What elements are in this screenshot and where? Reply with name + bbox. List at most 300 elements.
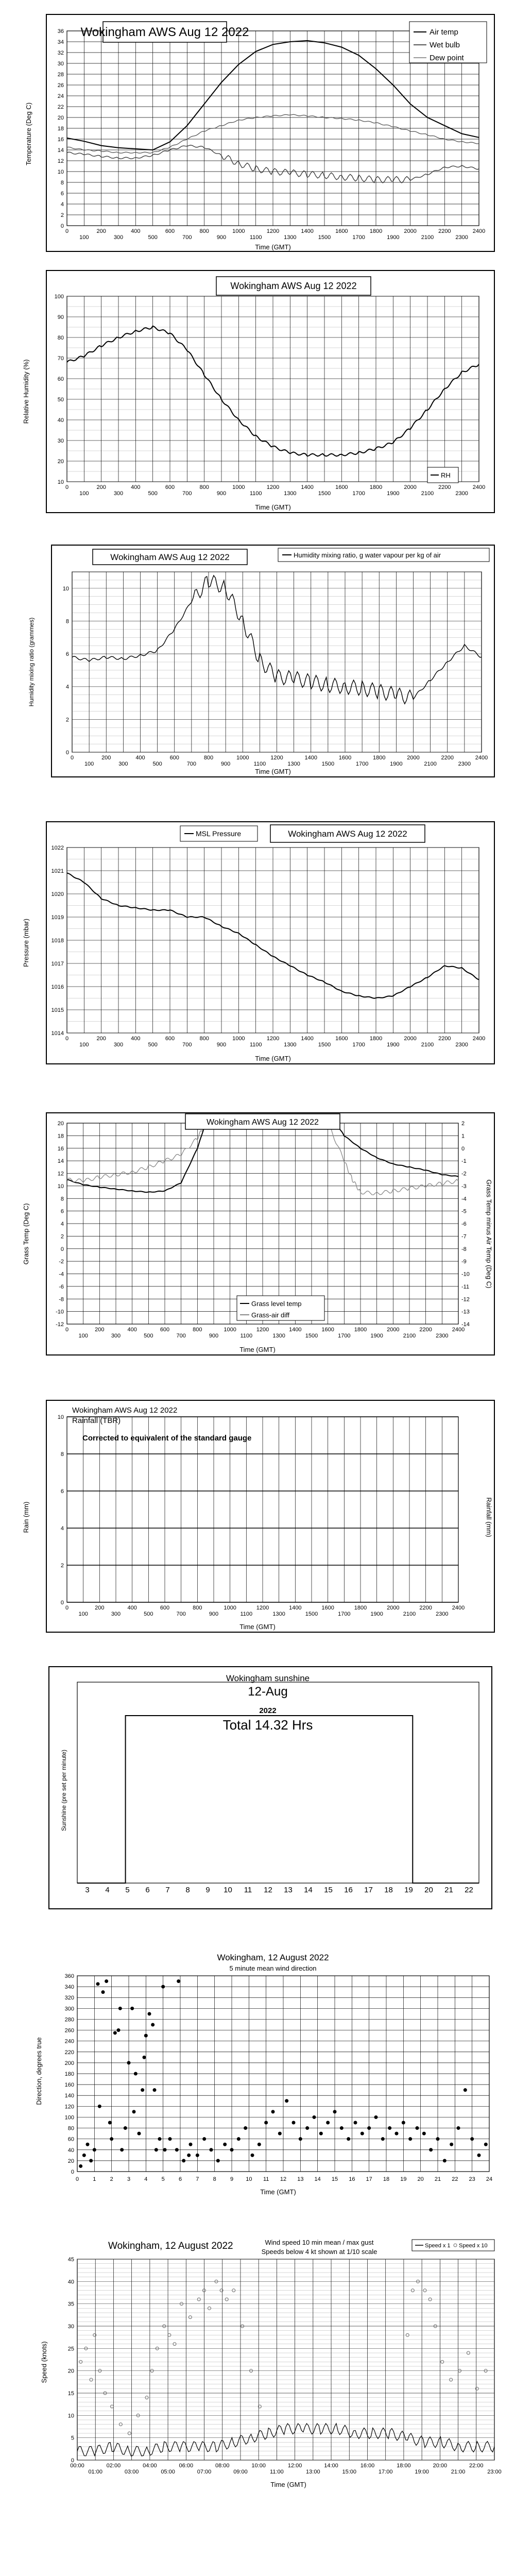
y-axis-label: Direction, degrees true bbox=[35, 2037, 43, 2105]
x-tick-label: 1000 bbox=[224, 1605, 236, 1611]
y-tick-label: 10 bbox=[67, 2413, 74, 2419]
x-tick-label: 8 bbox=[213, 2176, 216, 2182]
y-tick-label: 36 bbox=[57, 28, 64, 35]
scatter-point bbox=[130, 2007, 134, 2010]
x-tick-label: 1600 bbox=[321, 1605, 334, 1611]
y-tick-label: 50 bbox=[57, 397, 64, 403]
x-tick-label: 9 bbox=[230, 2176, 234, 2182]
x-tick-label: 1700 bbox=[338, 1333, 351, 1339]
x-axis-label: Time (GMT) bbox=[255, 503, 291, 511]
y-tick-label: 30 bbox=[57, 438, 64, 444]
y-tick-label: 10 bbox=[62, 585, 69, 592]
y-tick-label: 20 bbox=[57, 459, 64, 465]
y2-tick-label: -14 bbox=[461, 1321, 470, 1328]
y-tick-label: 180 bbox=[64, 2071, 74, 2077]
y-axis-label: Sunshine (pre set per minute) bbox=[60, 1749, 67, 1832]
scatter-point bbox=[484, 2143, 488, 2146]
scatter-point bbox=[299, 2137, 302, 2141]
wind-direction-chart bbox=[0, 1950, 515, 2197]
y-tick-label: 1014 bbox=[51, 1030, 64, 1037]
x-tick-label: 3 bbox=[127, 2176, 131, 2182]
y-tick-label: 100 bbox=[54, 294, 64, 300]
y-tick-label: 4 bbox=[60, 1221, 64, 1227]
y-tick-label: 45 bbox=[67, 2257, 74, 2263]
scatter-point bbox=[326, 2121, 330, 2125]
y-tick-label: 0 bbox=[71, 2169, 74, 2175]
x-tick-label: 900 bbox=[216, 234, 227, 241]
x-tick-label: 13 bbox=[284, 1886, 293, 1894]
x-tick-label: 1800 bbox=[354, 1605, 367, 1611]
scatter-point bbox=[251, 2154, 254, 2157]
scatter-point bbox=[175, 2148, 179, 2151]
scatter-point bbox=[258, 2143, 261, 2146]
x-tick-label: 2400 bbox=[452, 1327, 465, 1333]
x-tick-label: 09:00 bbox=[233, 2469, 248, 2475]
x-tick-label: 1300 bbox=[284, 234, 297, 241]
y2-tick-label: 0 bbox=[461, 1145, 465, 1152]
x-axis-label: Time (GMT) bbox=[255, 768, 291, 775]
x-tick-label: 1700 bbox=[352, 234, 365, 241]
y-tick-label: 0 bbox=[60, 223, 64, 229]
x-tick-label: 1800 bbox=[369, 1036, 383, 1042]
legend-mixing-ratio: Humidity mixing ratio, g water vapour per kg of air bbox=[294, 551, 441, 559]
y-tick-label: 10 bbox=[57, 479, 64, 485]
x-axis-label: Time (GMT) bbox=[270, 2481, 306, 2488]
y2-tick-label: -3 bbox=[461, 1183, 467, 1190]
x-tick-label: 02:00 bbox=[106, 2463, 121, 2469]
x-tick-label: 200 bbox=[95, 1605, 105, 1611]
scatter-point bbox=[163, 2148, 167, 2151]
scatter-point bbox=[105, 1979, 108, 1983]
x-tick-label: 300 bbox=[113, 234, 124, 241]
plot-area bbox=[77, 1682, 479, 1883]
legend bbox=[409, 22, 487, 63]
x-tick-label: 1100 bbox=[253, 761, 266, 767]
x-tick-label: 2100 bbox=[403, 1333, 416, 1339]
x-tick-label: 0 bbox=[65, 484, 69, 490]
y-tick-label: 8 bbox=[60, 1196, 64, 1202]
legend-grass-temp: Grass level temp bbox=[251, 1300, 302, 1308]
x-tick-label: 1200 bbox=[266, 1036, 280, 1042]
x-axis-label: Time (GMT) bbox=[255, 1055, 291, 1062]
scatter-point bbox=[305, 2126, 309, 2130]
y-tick-label: 1020 bbox=[51, 891, 64, 897]
scatter-point bbox=[101, 1990, 105, 1994]
chart-title: Wokingham AWS Aug 12 2022 bbox=[288, 829, 407, 839]
x-tick-label: 1300 bbox=[287, 761, 300, 767]
x-tick-label: 1300 bbox=[284, 1042, 297, 1048]
x-tick-label: 0 bbox=[65, 228, 69, 234]
y-tick-label: 32 bbox=[57, 50, 64, 56]
x-tick-label: 100 bbox=[84, 761, 94, 767]
x-tick-label: 1800 bbox=[369, 484, 383, 490]
scatter-point bbox=[374, 2115, 378, 2119]
scatter-point bbox=[244, 2126, 247, 2130]
chart-title: Wokingham AWS Aug 12 2022 bbox=[72, 1406, 178, 1415]
x-tick-label: 2200 bbox=[438, 1036, 451, 1042]
x-tick-label: 2100 bbox=[421, 1042, 434, 1048]
y-tick-label: 320 bbox=[64, 1995, 74, 2002]
mixing-ratio-chart bbox=[0, 541, 515, 783]
y-tick-label: 1015 bbox=[51, 1007, 64, 1013]
y-tick-label: 30 bbox=[57, 61, 64, 67]
x-tick-label: 200 bbox=[96, 228, 106, 234]
y-tick-label: 35 bbox=[67, 2301, 74, 2308]
chart-plot bbox=[52, 845, 486, 1048]
x-tick-label: 17:00 bbox=[378, 2469, 393, 2475]
x-tick-label: 1200 bbox=[266, 228, 280, 234]
y-tick-label: 160 bbox=[64, 2082, 74, 2089]
x-tick-label: 500 bbox=[144, 1611, 153, 1617]
y-tick-label: 60 bbox=[57, 376, 64, 382]
x-tick-label: 2200 bbox=[419, 1605, 432, 1611]
x-tick-label: 1900 bbox=[370, 1611, 383, 1617]
x-tick-label: 10:00 bbox=[251, 2463, 266, 2469]
x-tick-label: 1100 bbox=[249, 490, 262, 497]
y2-axis-label: Grass Temp minus Air Temp (Deg C) bbox=[485, 1179, 493, 1289]
scatter-point bbox=[333, 2110, 337, 2113]
x-tick-label: 1600 bbox=[335, 484, 348, 490]
x-tick-label: 16 bbox=[349, 2176, 355, 2182]
y-tick-label: 240 bbox=[64, 2038, 74, 2045]
scatter-point bbox=[367, 2126, 371, 2130]
x-tick-label: 1300 bbox=[284, 490, 297, 497]
legend-speed-x10: Speed x 10 bbox=[459, 2243, 488, 2249]
x-tick-label: 100 bbox=[78, 1611, 88, 1617]
y-tick-label: 22 bbox=[57, 104, 64, 110]
y-tick-label: 5 bbox=[71, 2435, 74, 2442]
x-tick-label: 1500 bbox=[318, 490, 331, 497]
x-tick-label: 15 bbox=[324, 1886, 333, 1894]
x-tick-label: 0 bbox=[65, 1036, 69, 1042]
y-axis-label: Rain (mm) bbox=[22, 1501, 30, 1533]
x-tick-label: 2100 bbox=[403, 1611, 416, 1617]
y-tick-label: 0 bbox=[60, 1600, 64, 1606]
x-tick-label: 2300 bbox=[455, 1042, 468, 1048]
grass-temp-chart bbox=[0, 1108, 515, 1360]
x-tick-label: 11 bbox=[263, 2176, 269, 2182]
scatter-point bbox=[108, 2121, 112, 2125]
x-tick-label: 21 bbox=[444, 1886, 453, 1894]
y-axis-label: Relative Humidity (%) bbox=[22, 359, 30, 424]
x-tick-label: 1600 bbox=[321, 1327, 334, 1333]
y-tick-label: 18 bbox=[57, 1133, 64, 1140]
chart-plot bbox=[77, 1682, 479, 1894]
x-tick-label: 600 bbox=[160, 1605, 170, 1611]
x-tick-label: 600 bbox=[165, 1036, 175, 1042]
scatter-point bbox=[340, 2126, 344, 2130]
scatter-point bbox=[86, 2143, 90, 2146]
x-tick-label: 200 bbox=[101, 755, 111, 761]
y-tick-label: -12 bbox=[56, 1321, 64, 1328]
scatter-point bbox=[464, 2088, 467, 2092]
y-tick-label: 6 bbox=[60, 191, 64, 197]
scatter-point bbox=[134, 2072, 138, 2076]
x-tick-label: 0 bbox=[65, 1605, 69, 1611]
x-tick-label: 700 bbox=[182, 490, 192, 497]
x-tick-label: 22 bbox=[452, 2176, 458, 2182]
x-tick-label: 700 bbox=[182, 1042, 192, 1048]
x-tick-label: 1700 bbox=[352, 1042, 365, 1048]
x-tick-label: 1700 bbox=[352, 490, 365, 497]
x-tick-label: 16:00 bbox=[360, 2463, 375, 2469]
scatter-point bbox=[141, 2088, 144, 2092]
x-tick-label: 2300 bbox=[436, 1333, 449, 1339]
y-tick-label: 2 bbox=[65, 717, 69, 723]
x-tick-label: 2000 bbox=[387, 1605, 400, 1611]
x-tick-label: 17 bbox=[366, 2176, 372, 2182]
x-tick-label: 2200 bbox=[441, 755, 454, 761]
x-tick-label: 1400 bbox=[289, 1605, 302, 1611]
x-tick-label: 1900 bbox=[390, 761, 403, 767]
x-tick-label: 100 bbox=[79, 1042, 89, 1048]
x-tick-label: 1900 bbox=[387, 234, 400, 241]
chart-plot bbox=[55, 294, 486, 497]
scatter-point bbox=[436, 2137, 440, 2141]
x-tick-label: 06:00 bbox=[179, 2463, 194, 2469]
scatter-point bbox=[278, 2132, 282, 2136]
y-tick-label: 1017 bbox=[51, 961, 64, 967]
y-tick-label: 220 bbox=[64, 2049, 74, 2056]
y-tick-label: -4 bbox=[59, 1271, 64, 1278]
y2-axis-label: Rainfall (mm) bbox=[485, 1497, 493, 1537]
x-tick-label: 1000 bbox=[232, 484, 245, 490]
x-tick-label: 700 bbox=[176, 1611, 186, 1617]
x-tick-label: 1300 bbox=[272, 1333, 285, 1339]
x-tick-label: 1900 bbox=[370, 1333, 383, 1339]
rainfall-chart bbox=[0, 1396, 515, 1638]
x-tick-label: 500 bbox=[148, 234, 158, 241]
x-tick-label: 500 bbox=[148, 490, 158, 497]
y-tick-label: 340 bbox=[64, 1984, 74, 1991]
y2-tick-label: 1 bbox=[461, 1133, 465, 1140]
x-tick-label: 6 bbox=[178, 2176, 182, 2182]
x-tick-label: 800 bbox=[193, 1327, 202, 1333]
scatter-point bbox=[161, 1985, 165, 1989]
x-tick-label: 2300 bbox=[458, 761, 471, 767]
y-tick-label: 260 bbox=[64, 2027, 74, 2034]
x-tick-label: 2400 bbox=[472, 1036, 486, 1042]
x-tick-label: 1100 bbox=[240, 1333, 253, 1339]
legend-dew-point: Dew point bbox=[430, 54, 464, 62]
y2-tick-label: -13 bbox=[461, 1309, 470, 1315]
scatter-point bbox=[118, 2007, 122, 2010]
y-tick-label: 8 bbox=[65, 618, 69, 625]
chart-note: Speeds below 4 kt shown at 1/10 scale bbox=[261, 2248, 377, 2256]
y-tick-label: 1019 bbox=[51, 914, 64, 921]
scatter-point bbox=[151, 2023, 154, 2027]
scatter-point bbox=[153, 2088, 157, 2092]
x-tick-label: 0 bbox=[70, 755, 74, 761]
x-tick-label: 1200 bbox=[256, 1327, 269, 1333]
x-tick-label: 4 bbox=[144, 2176, 148, 2182]
x-tick-label: 700 bbox=[186, 761, 197, 767]
x-tick-label: 300 bbox=[111, 1333, 121, 1339]
x-tick-label: 200 bbox=[95, 1327, 105, 1333]
scatter-point bbox=[113, 2031, 117, 2035]
x-tick-label: 21 bbox=[434, 2176, 441, 2182]
x-tick-label: 2300 bbox=[455, 234, 468, 241]
scatter-point bbox=[143, 2056, 146, 2059]
x-tick-label: 16 bbox=[344, 1886, 353, 1894]
scatter-point bbox=[360, 2132, 364, 2136]
x-tick-label: 300 bbox=[113, 1042, 124, 1048]
scatter-point bbox=[89, 2159, 93, 2162]
x-tick-label: 2200 bbox=[438, 484, 451, 490]
x-tick-label: 600 bbox=[169, 755, 179, 761]
y-tick-label: 360 bbox=[64, 1973, 74, 1979]
x-tick-label: 500 bbox=[152, 761, 162, 767]
y-tick-label: 80 bbox=[57, 335, 64, 341]
y-tick-label: 26 bbox=[57, 82, 64, 89]
chart-plot bbox=[65, 1973, 492, 2182]
y-tick-label: 8 bbox=[60, 180, 64, 186]
scatter-point bbox=[264, 2121, 268, 2125]
scatter-point bbox=[292, 2121, 296, 2125]
x-tick-label: 11 bbox=[244, 1886, 252, 1894]
x-tick-label: 1400 bbox=[289, 1327, 302, 1333]
y-tick-label: 12 bbox=[57, 158, 64, 164]
y-tick-label: 20 bbox=[67, 2158, 74, 2164]
y-tick-label: 16 bbox=[57, 137, 64, 143]
scatter-point bbox=[98, 2105, 101, 2108]
scatter-point bbox=[237, 2137, 241, 2141]
x-tick-label: 11:00 bbox=[270, 2469, 284, 2475]
x-tick-label: 1800 bbox=[369, 228, 383, 234]
x-tick-label: 5 bbox=[125, 1886, 130, 1894]
x-tick-label: 15:00 bbox=[342, 2469, 357, 2475]
legend bbox=[180, 826, 258, 841]
x-tick-label: 1400 bbox=[304, 755, 317, 761]
legend-wet-bulb: Wet bulb bbox=[430, 41, 460, 49]
y-axis-label: Grass Temp (Deg C) bbox=[22, 1203, 30, 1265]
chart-plot bbox=[63, 572, 488, 767]
x-tick-label: 20 bbox=[424, 1886, 433, 1894]
y2-tick-label: -6 bbox=[461, 1221, 467, 1227]
y2-tick-label: -7 bbox=[461, 1233, 467, 1240]
x-tick-label: 23:00 bbox=[487, 2469, 502, 2475]
scatter-point bbox=[168, 2137, 172, 2141]
x-tick-label: 14 bbox=[314, 2176, 321, 2182]
x-tick-label: 2000 bbox=[387, 1327, 400, 1333]
scatter-point bbox=[429, 2148, 433, 2151]
temperature-chart bbox=[0, 10, 515, 258]
scatter-point bbox=[408, 2137, 412, 2141]
scatter-point bbox=[182, 2159, 185, 2162]
x-tick-label: 22 bbox=[465, 1886, 473, 1894]
x-tick-label: 2100 bbox=[421, 234, 434, 241]
legend-grass-air-diff: Grass-air diff bbox=[251, 1311, 290, 1319]
y-tick-label: 18 bbox=[57, 126, 64, 132]
scatter-point bbox=[138, 2132, 141, 2136]
x-tick-label: 21:00 bbox=[451, 2469, 466, 2475]
x-tick-label: 14 bbox=[304, 1886, 313, 1894]
x-tick-label: 1600 bbox=[335, 228, 348, 234]
chart-title: Wokingham sunshine bbox=[226, 1673, 310, 1683]
scatter-point bbox=[223, 2143, 227, 2146]
scatter-point bbox=[271, 2110, 275, 2113]
x-axis-label: Time (GMT) bbox=[255, 243, 291, 251]
y2-tick-label: -5 bbox=[461, 1208, 467, 1215]
y-tick-label: 15 bbox=[67, 2391, 74, 2397]
y-tick-label: 4 bbox=[65, 684, 69, 690]
scatter-point bbox=[132, 2110, 136, 2113]
scatter-point bbox=[148, 2012, 151, 2015]
x-tick-label: 03:00 bbox=[124, 2469, 139, 2475]
y2-tick-label: -9 bbox=[461, 1259, 467, 1265]
y-tick-label: -2 bbox=[59, 1259, 64, 1265]
x-tick-label: 1700 bbox=[338, 1611, 351, 1617]
scatter-point bbox=[127, 2061, 131, 2064]
x-tick-label: 9 bbox=[205, 1886, 210, 1894]
y-tick-label: 1021 bbox=[51, 868, 64, 874]
scatter-point bbox=[450, 2143, 453, 2146]
x-tick-label: 800 bbox=[199, 228, 209, 234]
scatter-point bbox=[347, 2137, 350, 2141]
x-tick-label: 1500 bbox=[305, 1611, 318, 1617]
chart-plot bbox=[58, 1414, 465, 1617]
legend bbox=[237, 1296, 324, 1320]
scatter-point bbox=[443, 2159, 447, 2162]
y-tick-label: -6 bbox=[59, 1283, 64, 1290]
y-tick-label: 6 bbox=[60, 1488, 64, 1495]
pressure-chart bbox=[0, 817, 515, 1069]
x-tick-label: 400 bbox=[135, 755, 145, 761]
y-tick-label: 2 bbox=[60, 1233, 64, 1240]
y-tick-label: 30 bbox=[67, 2324, 74, 2330]
x-tick-label: 05:00 bbox=[161, 2469, 175, 2475]
x-tick-label: 400 bbox=[127, 1327, 137, 1333]
chart-plot bbox=[68, 2257, 502, 2475]
x-tick-label: 1100 bbox=[240, 1611, 253, 1617]
plot-area bbox=[77, 2259, 494, 2460]
chart-title: Wokingham, 12 August 2022 bbox=[108, 2241, 233, 2251]
x-tick-label: 1900 bbox=[387, 490, 400, 497]
x-tick-label: 2200 bbox=[438, 228, 451, 234]
y-tick-label: 120 bbox=[64, 2104, 74, 2110]
x-tick-label: 00:00 bbox=[70, 2463, 84, 2469]
x-tick-label: 7 bbox=[196, 2176, 199, 2182]
x-tick-label: 19 bbox=[400, 2176, 407, 2182]
x-tick-label: 20:00 bbox=[433, 2463, 448, 2469]
scatter-point bbox=[230, 2148, 234, 2151]
y-tick-label: -8 bbox=[59, 1296, 64, 1303]
x-tick-label: 900 bbox=[209, 1333, 219, 1339]
x-tick-label: 12:00 bbox=[287, 2463, 302, 2469]
scatter-point bbox=[79, 2164, 82, 2168]
x-tick-label: 01:00 bbox=[88, 2469, 102, 2475]
x-tick-label: 15 bbox=[331, 2176, 338, 2182]
scatter-point bbox=[416, 2126, 419, 2130]
x-tick-label: 13 bbox=[297, 2176, 304, 2182]
x-tick-label: 20 bbox=[417, 2176, 424, 2182]
y-tick-label: 90 bbox=[57, 314, 64, 320]
y-tick-label: 200 bbox=[64, 2060, 74, 2066]
chart-subtitle: 5 minute mean wind direction bbox=[229, 1964, 317, 1972]
y2-tick-label: -1 bbox=[461, 1158, 467, 1165]
y-tick-label: 14 bbox=[57, 1158, 64, 1165]
x-tick-label: 200 bbox=[96, 1036, 106, 1042]
y-tick-label: 4 bbox=[60, 201, 64, 208]
scatter-point bbox=[381, 2137, 385, 2141]
x-tick-label: 300 bbox=[113, 490, 124, 497]
x-tick-label: 2400 bbox=[452, 1605, 465, 1611]
x-tick-label: 18:00 bbox=[397, 2463, 411, 2469]
x-tick-label: 12 bbox=[264, 1886, 272, 1894]
chart-title: Wokingham AWS Aug 12 2022 bbox=[207, 1118, 319, 1127]
x-tick-label: 1700 bbox=[355, 761, 369, 767]
scatter-point bbox=[285, 2099, 288, 2103]
